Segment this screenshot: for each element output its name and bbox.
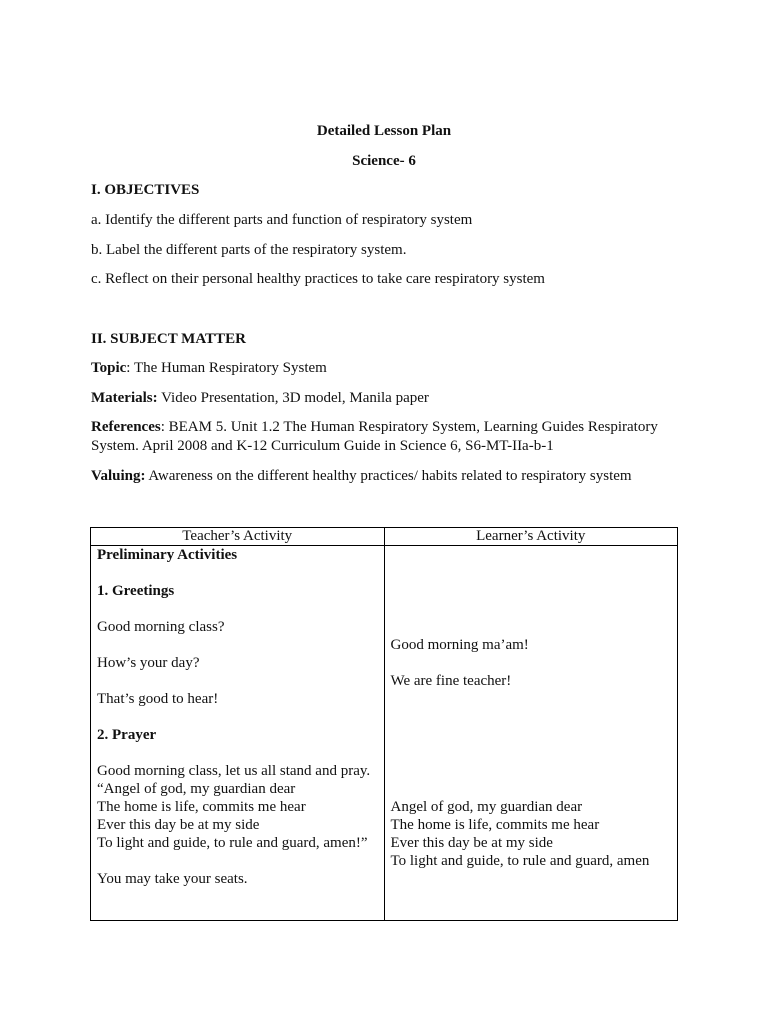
greetings-heading: 1. Greetings [97,583,175,599]
teacher-closing: You may take your seats. [97,871,248,887]
objective-item: c. Reflect on their personal healthy practices to take care respiratory system [91,271,545,287]
materials-line [91,389,681,408]
table-header-row [91,528,678,546]
objective-item: a. Identify the different parts and function of respiratory system [91,212,473,228]
valuing-value: Awareness on the different healthy practices/ habits related to respiratory system [145,468,632,484]
valuing-line [91,467,681,486]
topic-label: Topic [91,360,127,376]
teacher-prayer-line: “Angel of god, my guardian dear [97,781,296,797]
learner-prayer-line: The home is life, commits me hear [390,817,600,833]
table-row [91,546,678,921]
document-title: Detailed Lesson Plan [316,123,452,139]
learner-prayer-line: Angel of god, my guardian dear [390,799,583,815]
topic-line [91,359,681,378]
materials-value: Video Presentation, 3D model, Manila paper [157,390,429,406]
document-subtitle: Science- 6 [352,153,416,169]
preliminary-heading: Preliminary Activities [97,547,238,563]
teacher-activity-cell [91,546,385,921]
objective-item: b. Label the different parts of the respiratory system. [91,242,407,258]
teacher-greet-1: Good morning class? [97,619,225,635]
materials-label: Materials: [91,390,158,406]
teacher-activity-header: Teacher’s Activity [91,528,385,546]
learner-reply-2: We are fine teacher! [390,673,512,689]
references-label: References [91,419,161,435]
teacher-prayer-line: Ever this day be at my side [97,817,260,833]
teacher-prayer-line: The home is life, commits me hear [97,799,306,815]
learner-activity-header: Learner’s Activity [384,528,678,546]
objectives-heading: I. OBJECTIVES [91,182,200,198]
teacher-greet-2: How’s your day? [97,655,200,671]
learner-prayer-line: To light and guide, to rule and guard, amen [390,853,650,869]
valuing-label: Valuing: [91,468,146,484]
teacher-prayer-intro: Good morning class, let us all stand and pray. [97,763,371,779]
prayer-heading: 2. Prayer [97,727,157,743]
teacher-prayer-line: To light and guide, to rule and guard, amen!” [97,835,368,851]
topic-value: : The Human Respiratory System [126,360,327,376]
references-value: : BEAM 5. Unit 1.2 The Human Respiratory System, Learning Guides Respiratory System. April 2008 and K-12 Curriculum Guide in Science 6, S6-MT-IIa-b-1 [91,419,658,454]
activity-table [90,527,678,921]
subject-matter-heading: II. SUBJECT MATTER [91,331,246,347]
learner-reply-1: Good morning ma’am! [390,637,529,653]
references-line [91,418,681,456]
learner-activity-cell [384,546,678,921]
learner-prayer-line: Ever this day be at my side [390,835,553,851]
teacher-greet-3: That’s good to hear! [97,691,219,707]
